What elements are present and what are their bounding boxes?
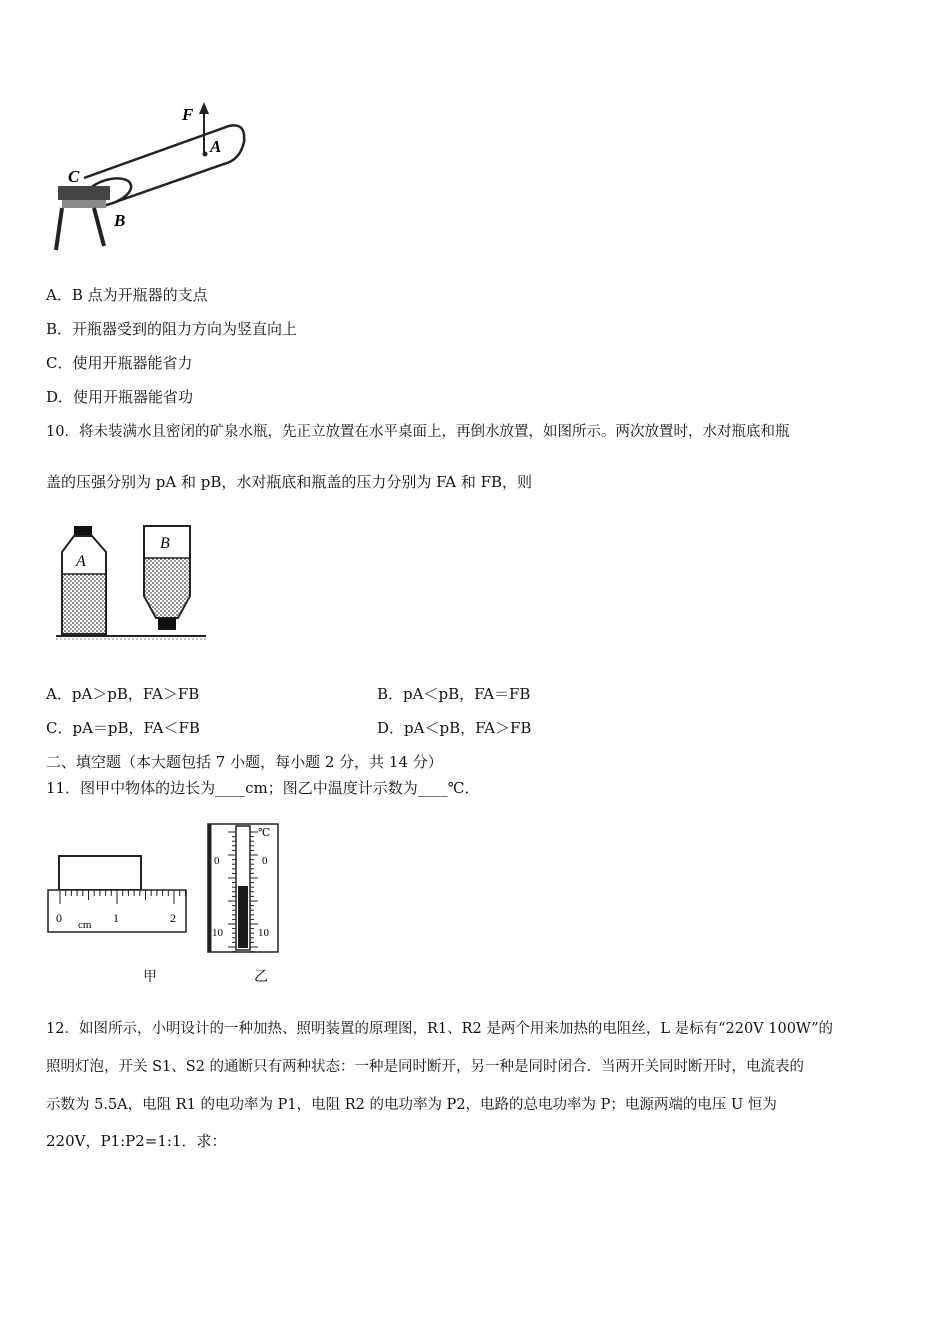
q12-stem-line1: 12．如图所示，小明设计的一种加热、照明装置的原理图，R1、R2 是两个用来加热的电阻丝，L 是标有“220V 100W”的 xyxy=(46,1021,834,1037)
q9-option-b xyxy=(46,319,297,339)
q10-stem-line2: 盖的压强分别为 pA 和 pB，水对瓶底和瓶盖的压力分别为 FA 和 FB，则 xyxy=(46,473,533,491)
ruler-tick-1: 1 xyxy=(113,911,119,925)
label-b: B xyxy=(114,211,126,230)
q10-option-b xyxy=(377,684,530,704)
label-c: C xyxy=(68,167,80,186)
label-f: F xyxy=(182,105,194,124)
thermometer-figure xyxy=(206,820,280,956)
option-key: B． xyxy=(46,320,73,338)
q12-stem-line2: 照明灯泡，开关 S1、S2 的通断只有两种状态：一种是同时断开，另一种是同时闭合．当两开关同时断开时，电流表的 xyxy=(46,1059,805,1075)
option-key: B． xyxy=(377,685,404,703)
ruler-unit: cm xyxy=(78,919,92,931)
option-text: 使用开瓶器能省力 xyxy=(72,354,193,372)
bottles-figure xyxy=(56,522,206,642)
q10-stem-line1: 10．将未装满水且密闭的矿泉水瓶，先正立放置在水平桌面上，再倒水放置，如图所示。两次放置时，水对瓶底和瓶 xyxy=(46,424,790,440)
option-key: C． xyxy=(46,354,73,372)
option-key: A． xyxy=(46,286,72,304)
thermo-unit: ℃ xyxy=(258,827,271,839)
ruler-figure xyxy=(46,852,192,936)
q12-stem-line4: 220V，P1:P2=1:1．求： xyxy=(46,1132,227,1150)
ruler-tick-0: 0 xyxy=(56,911,62,925)
caption-yi: 乙 xyxy=(254,969,268,985)
option-key: D． xyxy=(377,719,405,737)
ruler-tick-2: 2 xyxy=(170,911,176,925)
option-text: pA＜pB，FA＝FB xyxy=(403,685,531,703)
option-text: pA＜pB，FA＞FB xyxy=(404,719,532,737)
option-key: C． xyxy=(46,719,73,737)
thermo-right-10: 10 xyxy=(258,927,269,939)
q11-stem: 11．图甲中物体的边长为____cm；图乙中温度计示数为____℃． xyxy=(46,779,480,797)
q9-option-d xyxy=(46,387,193,407)
option-text: 开瓶器受到的阻力方向为竖直向上 xyxy=(72,320,298,338)
section-heading: 二、填空题（本大题包括 7 小题，每小题 2 分，共 14 分） xyxy=(46,753,443,771)
bottle-opener-figure xyxy=(44,96,254,258)
q10-option-c xyxy=(46,718,200,738)
option-key: A． xyxy=(46,685,72,703)
q12-stem-line3: 示数为 5.5A，电阻 R1 的电功率为 P1，电阻 R2 的电功率为 P2，电路的总电功率为 P；电源两端的电压 U 恒为 xyxy=(46,1097,777,1113)
caption-jia: 甲 xyxy=(143,969,157,985)
option-text: pA＞pB，FA＞FB xyxy=(71,685,200,703)
bottle-label-b: B xyxy=(160,535,170,552)
thermo-left-10: 10 xyxy=(212,927,223,939)
label-a: A xyxy=(210,137,222,156)
bottle-label-a: A xyxy=(76,553,86,570)
thermo-left-0: 0 xyxy=(214,855,220,867)
q9-option-a xyxy=(46,285,208,305)
option-text: B 点为开瓶器的支点 xyxy=(71,286,208,304)
q9-option-c xyxy=(46,353,193,373)
option-text: 使用开瓶器能省功 xyxy=(73,388,194,406)
q10-option-a xyxy=(46,684,199,704)
option-text: pA＝pB，FA＜FB xyxy=(72,719,200,737)
option-key: D． xyxy=(46,388,74,406)
thermo-right-0: 0 xyxy=(262,855,268,867)
q10-option-d xyxy=(377,718,531,738)
